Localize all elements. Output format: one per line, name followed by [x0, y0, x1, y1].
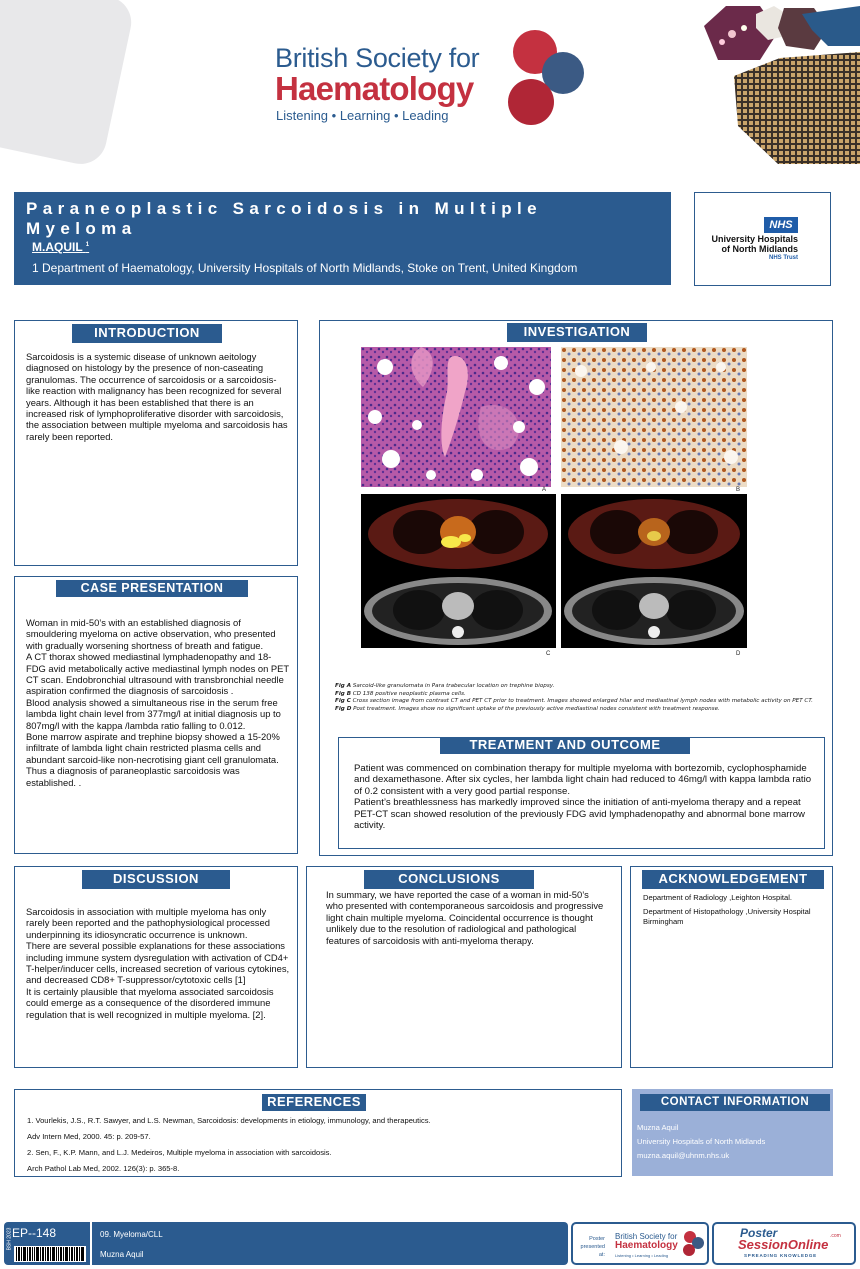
- footer-info-bar: [92, 1222, 568, 1265]
- reference-item: Adv Intern Med, 2000. 45: p. 209-57.: [27, 1132, 151, 1141]
- pso-tagline: SPREADING KNOWLEDGE: [744, 1253, 817, 1258]
- nhs-org-name: [711, 234, 798, 254]
- nhs-trust: NHS Trust: [768, 255, 798, 261]
- figure-c-label: C: [546, 651, 551, 657]
- figure-a-label: A: [542, 487, 547, 493]
- pso-line1: Poster: [740, 1226, 778, 1240]
- acknowledgement-list: [643, 893, 823, 927]
- title-line1: Paraneoplastic Sarcoidosis in Multiple: [26, 199, 543, 218]
- caption-label: Fig D: [335, 705, 352, 712]
- references-heading: REFERENCES: [262, 1094, 366, 1111]
- case-presentation-text: [26, 617, 290, 788]
- introduction-text: Sarcoidosis is a systemic disease of unknown aeitology diagnosed on histology by the presence of non-caseating granulomas. The occurrence of sarcoidosis or a sarcoidosis-like reaction with malignancy has been recognized for several years. Although it has been established that there is an increased risk of lymphoproliferative disorder with sarcoidosis, the association between multiple myeloma and sarcoidosis has rarely been reported.: [26, 351, 288, 442]
- discussion-heading: DISCUSSION: [82, 870, 230, 889]
- discussion-text: [26, 906, 290, 1020]
- author-name: [32, 240, 89, 254]
- footer-vertical-code: BSH 2023: [6, 1227, 13, 1251]
- conclusions-heading: CONCLUSIONS: [364, 870, 534, 889]
- case-paragraph: Woman in mid-50’s with an established diagnosis of smouldering myeloma on active observation, who presented with gradually worsening shortness of breath and fatigue.: [26, 617, 276, 651]
- discussion-paragraph: Sarcoidosis in association with multiple myeloma has only rarely been reported and the pathophysiological processed underpinning its idiosyncratic occurrence is unknown.: [26, 906, 270, 940]
- decorative-corner-shape: [0, 0, 136, 169]
- investigation-heading: INVESTIGATION: [507, 323, 647, 342]
- pp-logo-line2: Haematology: [615, 1240, 678, 1251]
- logo-circles-icon: [503, 30, 593, 130]
- logo-tagline: Listening • Learning • Leading: [276, 108, 449, 123]
- poster-id: EP--148: [12, 1226, 57, 1240]
- nhs-badge: NHS: [764, 217, 798, 233]
- figure-a-histology-image: [361, 347, 551, 487]
- discussion-paragraph: There are several possible explanations for these associations including immune system dysregulation with activation of CD4+ T-helper/inducer cells, increased secretion of various cytokines, and decreased CD8+ T-suppressor/cytotoxic cells [1]: [26, 940, 290, 986]
- venue-photo-collage: [682, 6, 860, 164]
- caption-b: [335, 691, 823, 699]
- treatment-heading: TREATMENT AND OUTCOME: [440, 737, 690, 754]
- figure-captions: [335, 683, 823, 713]
- case-presentation-heading: CASE PRESENTATION: [56, 580, 248, 597]
- case-paragraph: Bone marrow aspirate and trephine biopsy showed a 15-20% infiltrate of lambda light chain restricted plasma cells and abundant sarcoid-like non-necrotising giant cell granulomata. Thus a diagnosis of paraneoplastic sarcoidosis was established. .: [26, 731, 280, 788]
- contact-details: [637, 1121, 827, 1163]
- figure-c-petct-pre-image: [361, 494, 556, 648]
- reference-item: Arch Pathol Lab Med, 2002. 126(3): p. 365-8.: [27, 1164, 180, 1173]
- figure-d-label: D: [736, 651, 741, 657]
- poster-title: [26, 199, 626, 239]
- pp-logo-line1: British Society for: [615, 1232, 678, 1241]
- barcode-icon: [14, 1246, 86, 1262]
- bsh-logo: [275, 30, 595, 130]
- nhs-org-line2: of North Midlands: [721, 244, 798, 254]
- caption-text: Sarcoid-like granulomata in Para trabecular location on trephine biopsy.: [352, 683, 555, 689]
- caption-text: CD 138 positive neoplastic plasma cells.: [352, 690, 466, 697]
- pp-logo-tagline: Listening • Learning • Leading: [615, 1253, 669, 1258]
- footer-presenter: Muzna Aquil: [100, 1250, 144, 1259]
- conclusions-text: In summary, we have reported the case of a woman in mid-50’s who presented with contemporaneous sarcoidosis and progressive light chain multiple myeloma. Coincidental occurrence is thought unlikely due to the resolution of radiological and pathological features of sarcoidosis with anti-myeloma therapy.: [326, 889, 604, 946]
- caption-a: [335, 683, 823, 691]
- acknowledgement-item: Department of Radiology ,Leighton Hospital.: [643, 893, 793, 902]
- pp-logo-circles-icon: [681, 1230, 705, 1258]
- contact-email[interactable]: muzna.aquil@uhnm.nhs.uk: [637, 1151, 730, 1160]
- nhs-org-line1: University Hospitals: [711, 234, 798, 244]
- reference-item: 1. Vourlekis, J.S., R.T. Sawyer, and L.S. Newman, Sarcoidosis: developments in etiology, immunology, and therapeutics.: [27, 1116, 431, 1125]
- author-text: M.AQUIL: [32, 240, 83, 254]
- contact-heading: CONTACT INFORMATION: [640, 1094, 830, 1111]
- caption-text: Post treatment. Images show no significant uptake of the previously active mediastinal nodes consistent with treatment response.: [353, 705, 720, 712]
- treatment-paragraph: Patient was commenced on combination therapy for multiple myeloma with bortezomib, cyclophosphamide and dexamethasone. After six cycles, her lambda light chain had reduced to 46mg/l with kappa lambda ratio of 0.2 consistent with a very good partial response.: [354, 763, 812, 797]
- title-line2: Myeloma: [26, 219, 137, 238]
- references-list: [27, 1115, 612, 1174]
- logo-line1: British Society for: [275, 43, 480, 73]
- pso-com: .com: [830, 1233, 841, 1239]
- caption-label: Fig B: [335, 690, 351, 697]
- caption-text: Cross section image from contrast CT and PET CT prior to treatment. Images showed enlarged hilar and mediastinal lymph nodes with metabolic activity on PET CT.: [352, 698, 813, 705]
- presented-at-box: [571, 1222, 709, 1265]
- case-paragraph: A CT thorax showed mediastinal lymphadenopathy and 18-FDG avid metabolically active mediastinal lymph nodes on PET CT scan. Endobronchial ultrasound with transbronchial needle aspiration confirmed the diagnosis of sarcoidosis .: [26, 651, 289, 697]
- caption-c: [335, 698, 823, 706]
- poster-title-bar: [14, 192, 671, 285]
- pso-line2: SessionOnline: [738, 1237, 829, 1252]
- treatment-text: [354, 763, 814, 831]
- presented-at-label: Poster presented at:: [580, 1236, 605, 1258]
- caption-d: [335, 706, 823, 714]
- caption-label: Fig A: [335, 683, 352, 689]
- introduction-heading: INTRODUCTION: [72, 324, 222, 343]
- discussion-paragraph: It is certainly plausible that myeloma associated sarcoidosis could emerge as a consequence of the disordered immune regulation that is well recognized in multiple myeloma. [2].: [26, 985, 274, 1020]
- caption-label: Fig C: [335, 698, 351, 705]
- logo-line2: Haematology: [275, 70, 474, 107]
- poster-session-online-logo[interactable]: [712, 1222, 856, 1265]
- reference-item: 2. Sen, F., K.P. Mann, and L.J. Medeiros, Multiple myeloma in association with sarcoidosis.: [27, 1148, 332, 1157]
- contact-name: Muzna Aquil: [637, 1123, 679, 1132]
- author-affiliation: 1 Department of Haematology, University Hospitals of North Midlands, Stoke on Trent, United Kingdom: [32, 261, 578, 275]
- treatment-paragraph: Patient’s breathlessness has markedly improved since the initiation of anti-myeloma therapy and a repeat PET-CT scan showed resolution of the previously FDG avid lymphadenopathy and abnormal bone marrow activity.: [354, 797, 805, 832]
- case-paragraph: Blood analysis showed a simultaneous rise in the serum free lambda light chain level from 377mg/l at initial diagnosis up to 807mg/l with the kappa /lambda ratio falling to 0.012.: [26, 696, 281, 731]
- figure-b-label: B: [736, 487, 741, 493]
- nhs-logo-box: [694, 192, 831, 286]
- author-sup: 1: [85, 242, 90, 248]
- acknowledgement-item: Department of Histopathology ,University Hospital Birmingham: [643, 907, 811, 926]
- contact-org: University Hospitals of North Midlands: [637, 1137, 766, 1146]
- footer-category: 09. Myeloma/CLL: [100, 1230, 163, 1239]
- figure-d-petct-post-image: [561, 494, 747, 648]
- figure-b-cd138-image: [561, 347, 747, 487]
- acknowledgement-heading: ACKNOWLEDGEMENT: [642, 870, 824, 889]
